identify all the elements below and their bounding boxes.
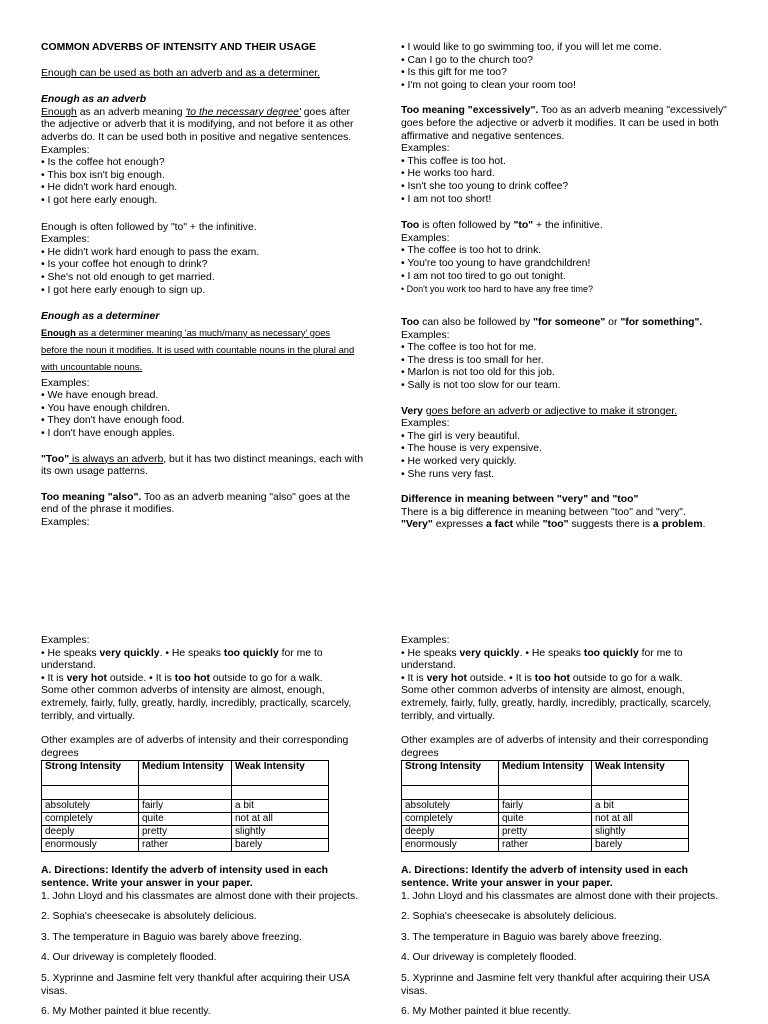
list-item: • Marlon is not too old for this job.: [401, 367, 555, 379]
table-header: Strong Intensity: [42, 761, 139, 786]
example-speaks: • He speaks very quickly. • He speaks too quickly for me to understand.: [41, 647, 323, 672]
list-item: • This coffee is too hot.: [401, 155, 506, 167]
table-header: Medium Intensity: [139, 761, 232, 786]
table-blank-row: [402, 786, 689, 800]
table-header: Weak Intensity: [232, 761, 329, 786]
enough-adverb-text: Enough as an adverb meaning 'to the necessary degree' goes after the adjective or adverb that it is modifying, and not before it as other adverbs do. It can be used both in positive and negative sentences.: [41, 106, 354, 143]
right-column-top: [401, 42, 727, 532]
examples-label: Examples:: [401, 418, 450, 430]
list-item: • The house is very expensive.: [401, 443, 542, 455]
too-for-line: Too can also be followed by "for someone" or "for something".: [401, 317, 703, 329]
exercise-item: 5. Xyprinne and Jasmine felt very thankful after acquiring their USA visas.: [41, 972, 350, 997]
exercise-item: 4. Our driveway is completely flooded.: [41, 952, 217, 964]
example-hot: • It is very hot outside. • It is too hot outside to go for a walk.: [401, 672, 683, 684]
table-header: Weak Intensity: [592, 761, 689, 786]
table-intro: Other examples are of adverbs of intensity and their corresponding degrees: [401, 735, 709, 759]
list-item: • Can I go to the church too?: [401, 54, 533, 66]
list-item: • You have enough children.: [41, 402, 171, 414]
examples-label: Examples:: [41, 144, 90, 156]
difference-explanation: "Very" expresses a fact while "too" suggests there is a problem.: [401, 519, 706, 531]
examples-label: Examples:: [401, 232, 450, 244]
list-item: • Is this gift for me too?: [401, 67, 507, 79]
exercise-item: 3. The temperature in Baguio was barely above freezing.: [401, 931, 662, 943]
difference-heading: Difference in meaning between "very" and "too": [401, 494, 639, 506]
table-header: Strong Intensity: [402, 761, 499, 786]
exercise-item: 1. John Lloyd and his classmates are almost done with their projects.: [41, 890, 359, 902]
list-item: • He didn't work hard enough to pass the exam.: [41, 246, 260, 258]
too-excess-text: Too meaning "excessively". Too as an adverb meaning "excessively" goes before the adjective or adverb it modifies. It can be used in both affirmative and negative sentences.: [401, 105, 727, 142]
exercise-item: 2. Sophia's cheesecake is absolutely delicious.: [401, 911, 617, 923]
enough-infinitive-line: Enough is often followed by "to" + the infinitive.: [41, 221, 257, 233]
intensity-table: [41, 760, 329, 852]
directions-heading: A. Directions: Identify the adverb of intensity used in each sentence. Write your answer in your paper.: [401, 865, 688, 889]
list-item: • We have enough bread.: [41, 390, 159, 402]
list-item: • The girl is very beautiful.: [401, 430, 520, 442]
list-item: • The coffee is too hot for me.: [401, 342, 537, 354]
examples-label: Examples:: [401, 635, 450, 646]
enough-determiner-heading: Enough as a determiner: [41, 311, 160, 323]
exercise-item: 2. Sophia's cheesecake is absolutely delicious.: [41, 911, 257, 923]
table-row: completely quite not at all: [42, 813, 329, 826]
table-header-row: [402, 761, 689, 786]
table-header: Medium Intensity: [499, 761, 592, 786]
examples-label: Examples:: [41, 517, 90, 529]
list-item: • I got here early enough.: [41, 194, 158, 206]
exercise-item: 3. The temperature in Baguio was barely above freezing.: [41, 931, 302, 943]
table-row: deeply pretty slightly: [402, 826, 689, 839]
table-intro: Other examples are of adverbs of intensity and their corresponding degrees: [41, 735, 349, 759]
example-hot: • It is very hot outside. • It is too hot outside to go for a walk.: [41, 672, 323, 684]
table-row: absolutely fairly a bit: [402, 800, 689, 813]
table-row: enormously rather barely: [42, 839, 329, 852]
list-item: • She runs very fast.: [401, 468, 495, 480]
exercise-item: 5. Xyprinne and Jasmine felt very thankful after acquiring their USA visas.: [401, 972, 710, 997]
intensity-table: [401, 760, 689, 852]
list-item: • Sally is not too slow for our team.: [401, 380, 561, 392]
examples-label: Examples:: [401, 329, 450, 341]
enough-determiner-text: Enough as a determiner meaning 'as much/many as necessary' goes before the noun it modifies. It is used with countable nouns in the plural and with uncountable nouns.: [41, 326, 355, 372]
other-adverbs-text: Some other common adverbs of intensity are almost, enough, extremely, fairly, fully, greatly, hardly, incredibly, practically, scarcely, terribly, and virtually.: [41, 685, 352, 722]
exercise-item: 6. My Mother painted it blue recently.: [401, 1006, 571, 1018]
page-title: COMMON ADVERBS OF INTENSITY AND THEIR USAGE: [41, 42, 316, 53]
example-speaks: • He speaks very quickly. • He speaks too quickly for me to understand.: [401, 647, 683, 672]
intro-line: Enough can be used as both an adverb and as a determiner.: [41, 67, 321, 79]
too-infinitive-line: Too is often followed by "to" + the infinitive.: [401, 220, 603, 232]
table-row: deeply pretty slightly: [42, 826, 329, 839]
list-item: • I am not too tired to go out tonight.: [401, 270, 566, 282]
exercise-item: 1. John Lloyd and his classmates are almost done with their projects.: [401, 890, 719, 902]
examples-label: Examples:: [401, 143, 450, 155]
table-row: completely quite not at all: [402, 813, 689, 826]
examples-label: Examples:: [41, 635, 90, 646]
list-item: • You're too young to have grandchildren!: [401, 257, 591, 269]
examples-label: Examples:: [41, 234, 90, 246]
exercise-item: 6. My Mother painted it blue recently.: [41, 1006, 211, 1018]
other-adverbs-text: Some other common adverbs of intensity are almost, enough, extremely, fairly, fully, greatly, hardly, incredibly, practically, scarcely, terribly, and virtually.: [401, 685, 712, 722]
difference-line: There is a big difference in meaning between "too" and "very".: [401, 506, 686, 518]
right-column-lower: [401, 635, 727, 1024]
list-item: • She's not old enough to get married.: [41, 271, 215, 283]
list-item: • Isn't she too young to drink coffee?: [401, 180, 569, 192]
enough-adverb-heading: Enough as an adverb: [41, 94, 147, 106]
list-item: • I don't have enough apples.: [41, 428, 175, 440]
list-item: • He works too hard.: [401, 168, 495, 180]
left-column-top: [41, 42, 367, 530]
table-row: enormously rather barely: [402, 839, 689, 852]
list-item: • The dress is too small for her.: [401, 354, 544, 366]
left-column-lower: [41, 635, 367, 1024]
too-also-text: Too meaning "also". Too as an adverb meaning "also" goes at the end of the phrase it modifies.: [41, 491, 351, 516]
table-blank-row: [42, 786, 329, 800]
very-line: Very goes before an adverb or adjective to make it stronger.: [401, 405, 678, 417]
list-item: • I am not too short!: [401, 193, 492, 205]
list-item: • He worked very quickly.: [401, 456, 517, 468]
list-item: • Is the coffee hot enough?: [41, 157, 165, 169]
list-item: • The coffee is too hot to drink.: [401, 245, 542, 257]
table-header-row: [42, 761, 329, 786]
examples-label: Examples:: [41, 377, 90, 389]
list-item: • They don't have enough food.: [41, 415, 185, 427]
list-item: • Don't you work too hard to have any free time?: [401, 284, 593, 295]
list-item: • I would like to go swimming too, if you will let me come.: [401, 42, 662, 53]
list-item: • Is your coffee hot enough to drink?: [41, 259, 208, 271]
list-item: • I'm not going to clean your room too!: [401, 79, 576, 91]
list-item: • This box isn't big enough.: [41, 169, 165, 181]
too-intro: "Too" is always an adverb, but it has two distinct meanings, each with its own usage patterns.: [41, 453, 364, 478]
exercise-item: 4. Our driveway is completely flooded.: [401, 952, 577, 964]
directions-heading: A. Directions: Identify the adverb of intensity used in each sentence. Write your answer in your paper.: [41, 865, 328, 889]
list-item: • He didn't work hard enough.: [41, 182, 178, 194]
table-row: absolutely fairly a bit: [42, 800, 329, 813]
list-item: • I got here early enough to sign up.: [41, 284, 206, 296]
